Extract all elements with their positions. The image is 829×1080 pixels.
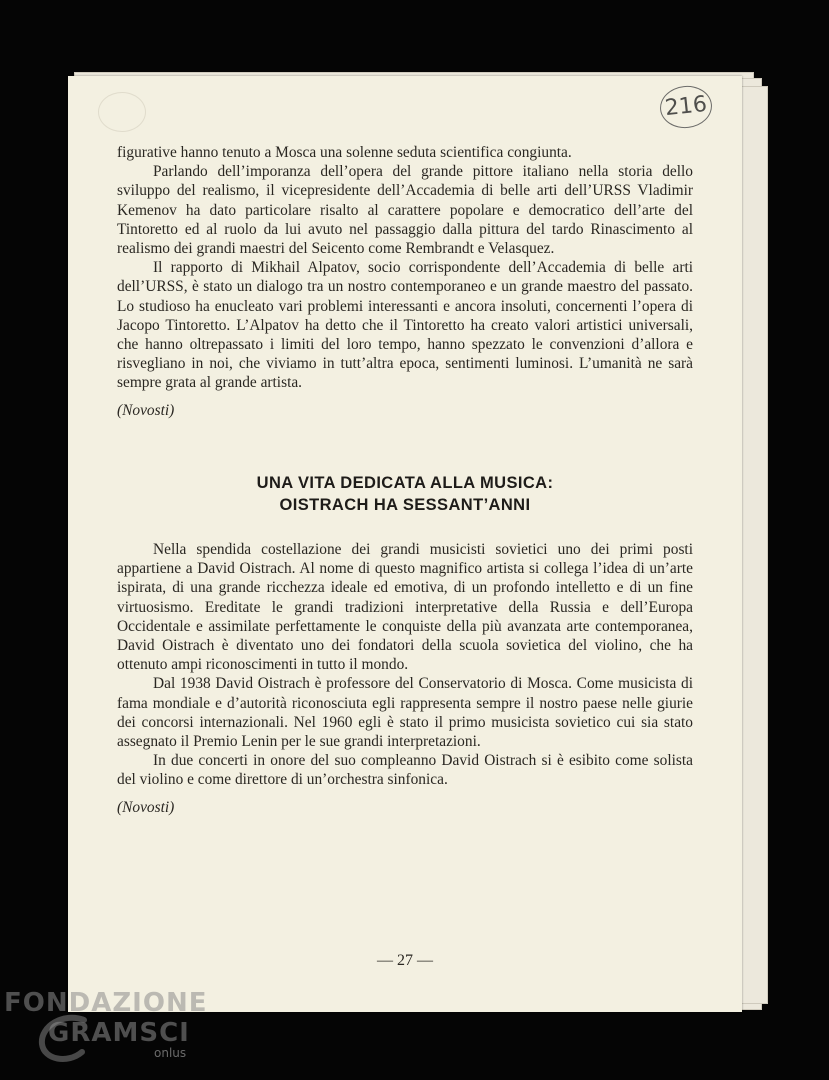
watermark-line-1: FONDAZIONE <box>4 988 208 1018</box>
article-2-paragraph-3: In due concerti in onore del suo compleanno David Oistrach si è esibito come solista del violino e come direttore di un’orchestra sinfonica. <box>117 752 693 789</box>
watermark-line-2: GRAMSCI <box>48 1018 190 1048</box>
article-1-body <box>117 143 693 420</box>
article-2-paragraph-2: Dal 1938 David Oistrach è professore del Conservatorio di Mosca. Come musicista di fama mondiale e d’autorità riconosciuta egli rappresenta sempre il nostro paese nelle giurie dei concorsi internazionali. Nel 1960 egli è stato il primo musicista sovietico cui sia stato assegnato il Premio Lenin per le sue grandi interpretazioni. <box>117 675 693 751</box>
article-1-paragraph-2: Il rapporto di Mikhail Alpatov, socio corrispondente dell’Accademia di belle arti dell’URSS, è stato un dialogo tra un nostro contemporaneo e un grande maestro del passato. Lo studioso ha enucleato vari problemi interessanti e ancora insoluti, concernenti l’opera di Jacopo Tintoretto. L’Alpatov ha detto che il Tintoretto ha creato valori artistici universali, che hanno oltrepassato i limiti del loro tempo, hanno spezzato le convenzioni d’allora e risvegliano in noi, che viviamo in tutt’altra epoca, sentimenti luminosi. L’umanità ne sarà sempre grata al grande artista. <box>117 259 693 392</box>
headline-line-1: UNA VITA DEDICATA ALLA MUSICA: <box>256 474 554 492</box>
fondazione-gramsci-watermark <box>4 988 214 1074</box>
article-2-source: (Novosti) <box>117 798 175 816</box>
article-2-body <box>117 540 693 817</box>
opening-line: figurative hanno tenuto a Mosca una solenne seduta scientifica congiunta. <box>117 144 572 161</box>
article-2-paragraph-1: Nella spendida costellazione dei grandi musicisti sovietici uno dei primi posti appartiene a David Oistrach. Al nome di questo magnifico artista si collega l’idea di un’arte ispirata, di una grande ricchezza ideale ed emotiva, di un profondo intelletto e di un fine virtuosismo. Ereditate le grandi tradizioni interpretative della Russia e dell’Europa Occidentale e assimilate perfettamente le conquiste della più avanzata arte contemporanea, David Oistrach è diventato uno dei fondatori della scuola sovietica del violino, che ha ottenuto ampi riconoscimenti in tutto il mondo. <box>117 541 693 674</box>
handwritten-page-number: 216 <box>658 83 714 130</box>
headline-line-2: OISTRACH HA SESSANT’ANNI <box>279 496 531 514</box>
article-1-paragraph-1: Parlando dell’imporanza dell’opera del grande pittore italiano nella storia dello sviluppo del realismo, il vicepresidente dell’Accademia di belle arti dell’URSS Vladimir Kemenov ha dato particolare risalto al carattere popolare e democratico dell’arte del Tintoretto ed al ruolo da lui avuto nel passaggio dalla pittura del tardo Rinascimento al realismo dei grandi maestri del Seicento come Rembrandt e Velasquez. <box>117 163 693 258</box>
watermark-line-3: onlus <box>154 1046 187 1060</box>
article-1-source: (Novosti) <box>117 401 175 419</box>
faded-stamp <box>98 92 146 132</box>
article-2-headline <box>117 472 693 516</box>
page-number: — 27 — <box>377 952 433 969</box>
